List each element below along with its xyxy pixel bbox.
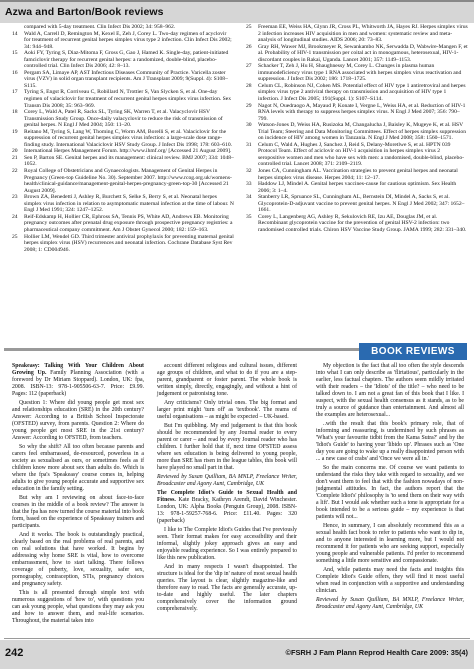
reference-number: 25 xyxy=(12,233,18,240)
review-column-2 xyxy=(157,363,297,615)
reference-text: Reif-Edskamp H, Hollier CR, Ephross SA, Tennis PS, White AD, Andrews EB. Monitoring pregnancy outcomes after prenatal drug exposure through prospective pregnancy registries: a pharmaceutical company commitment. Am J Obstet Gynecol 2000; 182: 159–163. xyxy=(24,213,233,233)
reference-entry xyxy=(246,83,468,103)
reference-number: 19 xyxy=(12,128,18,135)
review-paragraph xyxy=(316,523,464,565)
review-paragraph xyxy=(12,590,144,625)
reference-entry xyxy=(12,129,234,149)
book-citation xyxy=(12,363,144,398)
reference-text: Schacker T, Zeh J, Hu H, Shaughnessy M, Corey L. Changes in plasma human immunodeficiency virus type 1 RNA associated with herpes simplex virus reactivation and suppression. J Infect Dis 2002; 186: 1718–1725. xyxy=(258,63,462,83)
footer-rule xyxy=(4,638,470,639)
review-text: Family Planning Association (with a foreword by Dr Miriam Stoppard). London, UK: fpa, 2008. ISBN-13: 978-1-905506-63-7. Price: £9.99. Pages: 112 (paperback) xyxy=(12,370,144,397)
review-text: This is all presented through simple text with numerous suggestions of 'how to', with questions you can ask young people, what questions they may ask you and how to answer them, and real-life scenarios. Throughout, the material takes into xyxy=(12,590,144,624)
references-right-column xyxy=(246,24,468,234)
reference-entry xyxy=(246,194,468,214)
reference-text: Brown ZA, Benedetti J, Ashley R, Burchett S, Selke S, Berry S, et al. Neonatal herpes simplex virus infection in relation to asymptomatic maternal infection at the time of labour. N Engl J Med 1991; 324: 1247–1252. xyxy=(24,194,234,214)
review-text: And in many respects I wasn't disappointed. The structure is ideal for the 'dip in' nature of most sexual health queries. The layout is clear, slightly magazine-like and therefore easy to read. The facts are generally accurate, up-to-date and highly useful. The later chapters comprehensively cover the information ground comprehensively. xyxy=(157,564,297,612)
book-citation xyxy=(157,490,297,525)
reference-text: Nagot N, Ouedraogo A, Mayaud P, Konate I, Vergne L, Weiss HA, et al. Reduction of HIV-1 RNA levels with therapy to suppress herpes simplex virus. N Engl J Med 2007; 356: 790–799. xyxy=(258,102,466,122)
reference-text: compared with 5-day treatment. Clin Infect Dis 2002; 34: 958–962. xyxy=(24,24,176,30)
page-number: 242 xyxy=(5,647,24,659)
reference-text: Celum CL, Robinson NJ, Cohen MS. Potential effect of HIV type 1 antiretroviral and herpes simplex virus type 2 antiviral therapy on transmission and acquisition of HIV type 1 infection. J Infect Dis 2005; 191(Suppl. 1): S107–S114. xyxy=(258,82,466,103)
review-paragraph xyxy=(316,465,464,521)
review-text: account different religious and cultural issues, different age groups of children, and what to do if you are a step-parent, grandparent or foster parent. The whole book is written simply, directly, engagingly, and without a hint of judgement or patronising tone. xyxy=(157,363,297,397)
review-paragraph xyxy=(157,527,297,562)
reference-entry xyxy=(12,31,234,51)
review-text: My objection is the fact that all too often the style descends into what I can only describe as 'flirtatious', particularly in the earlier, less factual chapters. The authors seem mildly irritated with their readers – the 'Idiots' of the title? – who need to be talked down to. I am not a great fan of this book that I like. I suspect, with the sexual health consensus as it stands, as to be truly a source of guidance than entertainment. And almost all the examples are heterosexual... xyxy=(316,363,464,418)
reference-text: Gray RH, Wawer MJ, Brookmeyer R, Sewankambo NK, Serwadda D, Wabwire-Mangen F, et al. Probability of HIV-1 transmission per coital act in monogamous, heterosexual, HIV-1-discordant couples in Rakai, Uganda. Lancet 2001; 357: 1149–1153. xyxy=(258,43,468,63)
review-paragraph xyxy=(12,495,144,530)
review-paragraph xyxy=(12,532,144,588)
section-divider-rule xyxy=(4,348,246,351)
reference-number: 26 xyxy=(246,43,252,50)
review-text: Reviewed by Susan Quilliam, BA MNLP, Freelance Writer, Broadcaster and Agony Aunt, Cambridge, UK xyxy=(157,474,297,487)
reference-text: Corey L, Wald A, Patel R, Sacks SL, Tyring SK, Warren T, et al. Valacyclovir HSV Transmission Study Group. Once-daily valacyclovir to reduce the risk of transmission of genital herpes. N Engl J Med 2004; 350: 11–20. xyxy=(24,109,223,129)
reference-text: Aoki FY, Tyring S, Diaz-Mitoma F, Gross G, Gao J, Hamed K. Single-day, patient-initiated famciclovir therapy for recurrent genital herpes: a randomized, double-blind, placebo-controlled trial. Clin Infect Dis 2006; 42: 8–13. xyxy=(24,50,229,70)
reference-number: 24 xyxy=(12,213,18,220)
reference-text: Reitano M, Tyring S, Lang W, Thoming C, Worm AM, Borelli S, et al. Valaciclovir for the suppression of recurrent genital herpes simplex virus infection: a large-scale dose range-finding study. International Valaciclovir HSV Study Group. J Infect Dis 1998; 178: 603–610. xyxy=(24,128,233,148)
review-text: And it works. The book is outstandingly practical, clearly based on the real problems of real parents, and on real solutions that have worked. It begins by addressing why home SRE is vital, how to overcome embarrassment, how to start talking. There follows coverage of puberty, love, sexuality, safer sex, pornography, contraception, STIs, pregnancy choices and pregnancy safety. xyxy=(12,532,144,587)
reference-number: 29 xyxy=(246,102,252,109)
reference-text: Celum C, Wald A, Hughes J, Sanchez J, Reid S, Delany-Moretlwe S, et al. HPTN 039 Protocol Team. Effect of aciclovir on HIV-1 acquisition in herpes simplex virus 2 seropositive women and men who have sex with men: a randomised, double-blind, placebo-controlled trial. Lancet 2008; 371: 2109–2119. xyxy=(258,141,464,168)
reference-entry xyxy=(12,168,234,194)
review-text: So why the shift? All too often because parents and carers feel embarrassed, de-resourced, powerless in a society as sexualised as ours, or sometimes feels as if children know more about sex than adults do. Which is where the fpa's 'Speakeasy' course comes in, helping adults to give young people accurate and supportive sex education in the family setting. xyxy=(12,444,144,492)
review-paragraph xyxy=(157,564,297,613)
reference-number: 27 xyxy=(246,63,252,70)
review-text: But why am I reviewing on about face-to-face courses in the middle of a book review? The answer is that the fpa has now turned the course material into book form, based on the experience of Speakeasy trainers and participants. xyxy=(12,495,145,529)
reference-number: 33 xyxy=(246,181,252,188)
review-text: So the main concerns me. Of course we want patients to understand the risks they take with regard to sexuality, and we don't want them to feel that with the fashion nowadays of non-judgmental attitudes. In fact, the authors report that the 'Complete Idiot's' philosophy is 'to send them on their way with a lift'. But I would ask whether such a tone is appropriate for a book intended to be a serious guide – my experience is that patients will not... xyxy=(316,465,464,520)
running-header-title: Azwa and Barton/Book reviews xyxy=(5,6,164,18)
review-text: Question 1: Where did young people get most sex and relationships education (SRE) in the 20th century? Answer: According to a British School Inspectorate (OFSTED) survey, from parents. Question 2: Where do young people get most SRE in the 21st century? Answer: According to OFSTED, from teachers. xyxy=(12,400,144,441)
reference-number: 17 xyxy=(12,89,18,96)
reference-number: 28 xyxy=(246,82,252,89)
reference-text: Tyring S, Engst R, Corriveau C, Robillard N, Trottier S, Van Slycken S, et al. One-day regimen of valaciclovir for treatment of recurrent genital herpes simplex virus infection. Sex Transm Dis 2008; 35: 963–969. xyxy=(24,89,232,109)
reference-number: 22 xyxy=(12,168,18,175)
reference-text: Watson-Jones D, Weiss HA, Rusizoka M, Changalucha J, Baisley K, Mugeye K, et al. HSV Trial Team; Steering and Data Monitoring Committees. Effect of herpes simplex suppression on incidence of HIV among women in Tanzania. N Engl J Med 2008; 358: 1560–1571. xyxy=(258,122,466,142)
reference-entry xyxy=(12,50,234,70)
reviewer-credit xyxy=(316,597,464,611)
book-reviews-section-tab: BOOK REVIEWS xyxy=(359,343,467,360)
reference-text: Royal College of Obstetricians and Gynaecologists. Management of Genital Herpes in Pregnancy (Green-top Guideline No. 30). September 2007. http://www.rcog.org.uk/womens-health/clinical-guidance/management-genital-herpes-pregnancy-green-top-30 [Accessed 21 August 2009]. xyxy=(24,168,232,194)
reference-number: 21 xyxy=(12,154,18,161)
review-text: Kate Bracky, Kathryn Arendt, David Winchester. London, UK: Alpha Books (Penguin Group), 2008. ISBN-13: 978-1-59257-768-6. Price: £11.40. Pages: 320 (paperback) xyxy=(157,497,297,524)
reference-number: 31 xyxy=(246,141,252,148)
reference-entry xyxy=(12,194,234,214)
reference-text: Jones CA, Cunningham AL. Vaccination strategies to prevent genital herpes and neonatal herpes simplex virus disease. Herpes 2004; 11: 12–17. xyxy=(258,168,458,181)
reference-entry xyxy=(246,103,468,123)
reference-entry xyxy=(12,70,234,90)
reference-entry xyxy=(246,142,468,168)
review-paragraph xyxy=(316,567,464,595)
reference-text: Corey L, Langenberg AG, Ashley R, Sekulovich RE, Izu AE, Douglas JM, et al. Recombinant glycoprotein vaccine for the prevention of genital HSV-2 infection: two randomised controlled trials. Chiron HSV Vaccine Study Group. JAMA 1999; 282: 331–340. xyxy=(258,213,467,233)
reference-number: 32 xyxy=(246,168,252,175)
review-text: Reviewed by Susan Quilliam, BA MNLP, Freelance Writer, Broadcaster and Agony Aunt, Cambridge, UK xyxy=(316,597,464,610)
book-title: Speakeasy: Talking With Your Children About Growing Up. xyxy=(12,363,144,376)
review-paragraph xyxy=(12,444,144,493)
reference-number: 30 xyxy=(246,122,252,129)
review-text: Hence, in summary, I can absolutely recommend this as a sexual health fact book to refer to patients who want to dip in, and to anyone interested in learning more, but I would not recommend it for patients who are seeking support, especially young people and vulnerable patients. I'd prefer to recommend something a little more sensitive and compassionate. xyxy=(316,523,464,564)
review-text: And, while patients may need the facts and insights this Complete Idiot's Guide offers, they will find it most useful when read in conjunction with a supportive and understanding clinician. xyxy=(316,567,464,594)
section-divider-rule xyxy=(246,348,359,351)
review-column-1 xyxy=(12,363,144,627)
reference-number: 23 xyxy=(12,194,18,201)
review-paragraph xyxy=(157,423,297,472)
header-band xyxy=(0,0,474,23)
reference-entry xyxy=(246,122,468,142)
reference-entry xyxy=(246,168,468,181)
reference-number: 14 xyxy=(12,30,18,37)
reference-text: Hollier LM, Wendel GD. Third trimester antiviral prophylaxis for preventing maternal genital herpes simplex virus (HSV) recurrences and neonatal infection. Cochrane Database Syst Rev 2008; 1: CD004946. xyxy=(24,233,234,253)
references-left-column xyxy=(12,24,234,253)
reference-entry xyxy=(12,89,234,109)
reference-entry xyxy=(12,109,234,129)
reference-text: Pergam SA, Limaye AP, AST Infectious Diseases Community of Practice. Varicella zoster virus (VZV) in solid organ transplant recipients. Am J Transplant 2009; 9(Suppl. 4): S108–S115. xyxy=(24,69,228,89)
reference-text: Haddow LJ, Mindel A. Genital herpes vaccines-cause for cautious optimism. Sex Health 2006; 3: 1–4. xyxy=(258,181,457,194)
reference-text: Freeman EE, Weiss HA, Glynn JR, Cross PL, Whitworth JA, Hayes RJ. Herpes simplex virus 2 infection increases HIV acquisition in men and women: systematic review and meta-analysis of longitudinal studies. AIDS 2006; 20: 73–83. xyxy=(258,24,468,44)
reference-number: 35 xyxy=(246,213,252,220)
review-paragraph xyxy=(12,400,144,442)
reference-number: 34 xyxy=(246,194,252,201)
review-text: ..with the result that this book's primary role, that of informing and reassuring, is undermined by such phrases as 'What's your favourite tidbit from the Kama Sutra?' and by the 'Idiot's Guide' to having your 'libido up'. Phrases such as 'One day you are going to wake up a really disappointed person with ... a new case of crabs' and 'Once we were all in.' xyxy=(316,421,464,462)
reference-number: 20 xyxy=(12,148,18,155)
book-title: The Complete Idiot's Guide to Sexual Health and Fitness. xyxy=(157,490,297,503)
reference-entry xyxy=(246,44,468,64)
reference-entry xyxy=(246,24,468,44)
reference-entry xyxy=(12,155,234,168)
reference-text: International Herpes Management Forum. http://www.ihmf.org/ [Accessed 21 August 2009]. xyxy=(24,148,232,155)
reference-entry xyxy=(12,234,234,254)
review-text: Any criticisms? Only trivial ones. The big format and larger print might 'turn off' as 'textbook'. The reams of useful organisations – as might be expected – UK-based. xyxy=(157,400,297,420)
reference-number: 16 xyxy=(12,69,18,76)
reference-entry xyxy=(246,181,468,194)
reference-number: 18 xyxy=(12,109,18,116)
journal-citation: ©FSRH J Fam Plann Reprod Health Care 2009: 35(4) xyxy=(285,648,468,657)
reference-entry xyxy=(12,214,234,234)
reference-text: Stanberry LR, Spruance SL, Cunningham AL, Bernstein DI, Mindel A, Sacks S, et al. Glycoprotein-D-adjuvant vaccine to prevent genital herpes. N Engl J Med 2002; 347: 1652–1661. xyxy=(258,194,465,214)
reference-number: 25 xyxy=(246,24,252,30)
reference-text: Sen P, Barton SE. Genital herpes and its management: clinical review. BMJ 2007; 334: 1048–1052. xyxy=(24,154,234,168)
review-text: I like to The Complete Idiot's Guides that I've previously seen. Their format makes for easy accessibility and their informal, slightly jokey approach gives an easy and enjoyable reading experience. So I was entirely prepared to like this new publication. xyxy=(157,527,297,561)
review-paragraph xyxy=(157,363,297,398)
reference-entry xyxy=(246,63,468,83)
review-paragraph xyxy=(157,400,297,421)
review-paragraph xyxy=(316,421,464,463)
reviewer-credit xyxy=(157,474,297,488)
review-paragraph xyxy=(316,363,464,419)
reference-number: 15 xyxy=(12,50,18,57)
reference-text: Wald A, Carrell D, Remington M, Kexel E, Zeh J, Corey L. Two-day regimen of acyclovir for treatment of recurrent genital herpes simplex virus type 2 infection. Clin Infect Dis 2002; 34: 944–948. xyxy=(24,30,232,50)
review-text: But I'm quibbling. My end judgement is that this book should be recommended by any Journal reader to every parent or carer – and read by every Journal reader who has children. I further hold that if, next time OFSTED assess where sex education is being delivered to young people, more than SRE has risen in the league tables, this book will have played no small part in that. xyxy=(157,423,297,471)
review-column-3 xyxy=(316,363,464,613)
reference-entry xyxy=(246,214,468,234)
